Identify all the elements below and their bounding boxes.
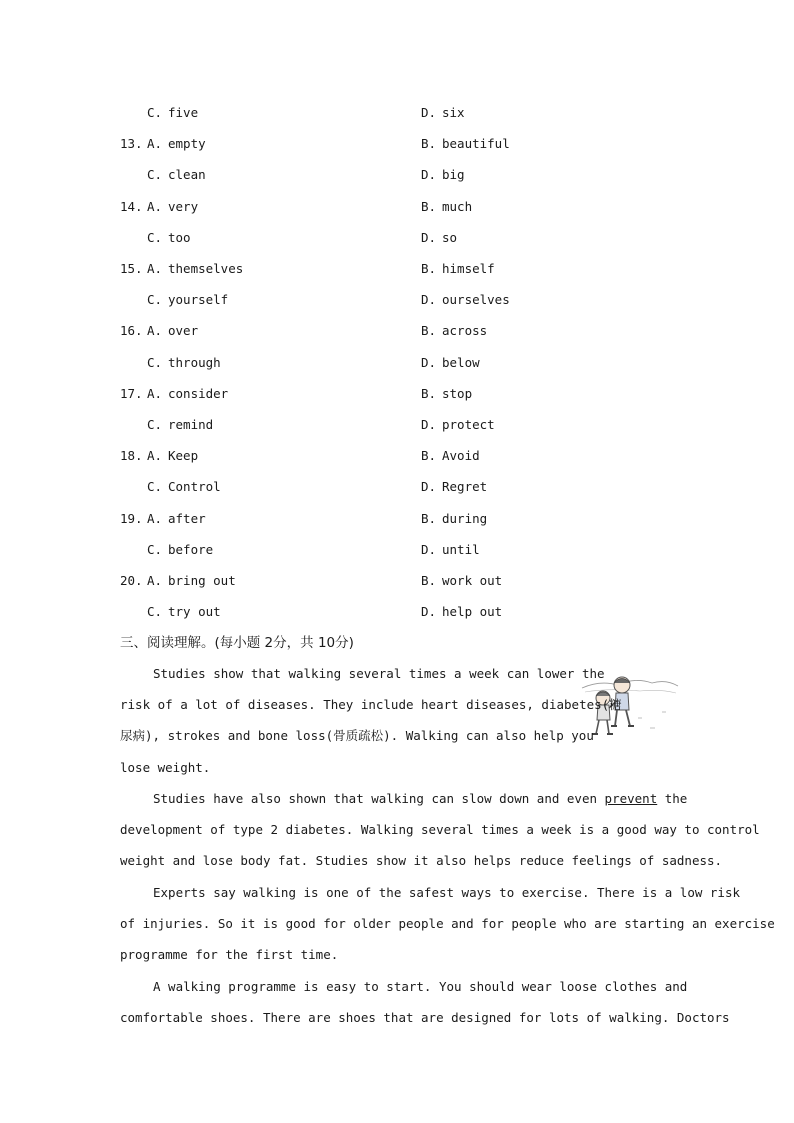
option-letter: D. <box>421 167 437 183</box>
option-text: try out <box>168 604 221 620</box>
option-right <box>421 602 502 622</box>
question-option-row <box>120 228 680 248</box>
option-text: after <box>168 510 206 526</box>
option-letter: D. <box>421 229 437 245</box>
option-letter: D. <box>421 417 437 432</box>
question-option-row <box>120 165 680 185</box>
option-letter: B. <box>421 136 437 152</box>
option-text: Control <box>168 479 221 495</box>
question-option-row <box>120 259 680 279</box>
option-text: below <box>442 354 480 370</box>
option-letter: C. <box>147 354 163 370</box>
option-letter: D. <box>421 479 437 495</box>
option-text: Keep <box>168 448 199 464</box>
option-text: help out <box>442 604 503 620</box>
option-text: clean <box>168 167 206 183</box>
option-text: through <box>168 354 221 370</box>
question-option-row <box>120 509 680 529</box>
option-left <box>147 509 206 529</box>
question-option-row <box>120 353 680 373</box>
option-right <box>421 571 502 591</box>
option-left <box>147 228 191 248</box>
passage-paragraph-1 <box>120 658 674 783</box>
option-letter: C. <box>147 417 163 432</box>
option-left <box>147 384 228 404</box>
section-heading: 三、阅读理解。(每小题 2分，共 10分) <box>120 635 354 651</box>
option-right <box>421 446 480 466</box>
option-right <box>421 165 465 185</box>
option-letter: A. <box>147 573 163 588</box>
option-text: ourselves <box>442 292 510 308</box>
option-text: himself <box>442 261 495 276</box>
option-letter: C. <box>147 541 163 557</box>
option-text: yourself <box>168 292 229 308</box>
passage-line: 尿病), strokes and bone loss(骨质疏松). Walking can also help you <box>120 728 594 744</box>
question-option-row <box>120 446 680 466</box>
question-option-row <box>120 134 680 154</box>
question-number: 17. <box>120 385 143 401</box>
option-letter: C. <box>147 105 163 120</box>
option-left <box>147 321 198 341</box>
option-right <box>421 321 487 341</box>
question-option-row <box>120 415 680 435</box>
option-left <box>147 477 221 497</box>
option-left <box>147 103 198 123</box>
option-letter: C. <box>147 167 163 183</box>
option-text: protect <box>442 417 495 432</box>
option-right <box>421 353 480 373</box>
option-letter: B. <box>421 323 437 339</box>
option-text: beautiful <box>442 136 510 152</box>
option-right <box>421 290 510 310</box>
passage-line: Studies show that walking several times a week can lower the <box>153 666 605 681</box>
passage-line: risk of a lot of diseases. They include heart diseases, diabetes(糖 <box>120 697 622 713</box>
option-letter: A. <box>147 510 163 526</box>
option-text: remind <box>168 417 214 432</box>
option-left <box>147 415 213 435</box>
option-left <box>147 259 243 279</box>
option-text: over <box>168 323 199 339</box>
option-letter: B. <box>421 448 437 464</box>
option-text: stop <box>442 385 473 401</box>
option-text: six <box>442 105 465 120</box>
option-text: so <box>442 229 458 245</box>
option-letter: A. <box>147 198 163 214</box>
option-letter: D. <box>421 354 437 370</box>
passage-line: weight and lose body fat. Studies show it also helps reduce feelings of sadness. <box>120 853 723 869</box>
option-letter: B. <box>421 385 437 401</box>
option-left <box>147 197 198 217</box>
question-option-row <box>120 321 680 341</box>
passage-paragraph-2 <box>120 783 760 877</box>
option-text: Regret <box>442 479 488 495</box>
question-option-row <box>120 602 680 622</box>
option-text: empty <box>168 136 206 152</box>
option-text: before <box>168 541 214 557</box>
question-number: 14. <box>120 198 143 214</box>
option-letter: C. <box>147 292 163 308</box>
option-letter: A. <box>147 448 163 464</box>
question-number: 19. <box>120 510 143 526</box>
question-option-row <box>120 477 680 497</box>
option-text: until <box>442 541 480 557</box>
question-number: 20. <box>120 573 143 588</box>
option-right <box>421 540 480 560</box>
option-left <box>147 290 228 310</box>
option-right <box>421 228 457 248</box>
option-text: across <box>442 323 488 339</box>
question-number: 18. <box>120 448 143 464</box>
option-text: too <box>168 229 191 245</box>
option-letter: C. <box>147 604 163 620</box>
option-letter: B. <box>421 573 437 588</box>
question-number: 16. <box>120 323 143 339</box>
passage-paragraph-3 <box>120 877 775 971</box>
option-text: very <box>168 198 199 214</box>
option-left <box>147 134 206 154</box>
option-right <box>421 415 495 435</box>
passage-line: Studies have also shown that walking can slow down and even prevent the <box>153 791 688 806</box>
option-left <box>147 353 221 373</box>
option-right <box>421 259 495 279</box>
question-option-row <box>120 197 680 217</box>
option-letter: D. <box>421 604 437 620</box>
option-letter: A. <box>147 385 163 401</box>
option-letter: A. <box>147 261 163 276</box>
option-letter: B. <box>421 510 437 526</box>
passage-line: programme for the first time. <box>120 947 339 963</box>
option-letter: B. <box>421 198 437 214</box>
question-option-row <box>120 571 680 591</box>
option-text: big <box>442 167 465 183</box>
option-letter: B. <box>421 261 437 276</box>
question-option-row <box>120 290 680 310</box>
option-left <box>147 446 198 466</box>
underlined-word: prevent <box>604 791 658 806</box>
option-letter: D. <box>421 292 437 308</box>
option-text: during <box>442 510 488 526</box>
passage-line: comfortable shoes. There are shoes that are designed for lots of walking. Doctors <box>120 1010 730 1026</box>
option-text: themselves <box>168 261 244 276</box>
option-left <box>147 571 236 591</box>
passage-line: A walking programme is easy to start. You should wear loose clothes and <box>153 979 688 994</box>
option-letter: C. <box>147 229 163 245</box>
question-option-row <box>120 540 680 560</box>
option-right <box>421 384 472 404</box>
passage-line: lose weight. <box>120 759 211 775</box>
option-text: much <box>442 198 473 214</box>
option-left <box>147 540 213 560</box>
option-text: five <box>168 105 199 120</box>
option-right <box>421 477 487 497</box>
option-letter: D. <box>421 541 437 557</box>
option-letter: D. <box>421 105 437 120</box>
option-right <box>421 197 472 217</box>
option-letter: A. <box>147 136 163 152</box>
option-right <box>421 509 487 529</box>
option-right <box>421 103 465 123</box>
option-letter: A. <box>147 323 163 339</box>
option-left <box>147 602 221 622</box>
question-number: 15. <box>120 261 143 276</box>
question-option-row <box>120 384 680 404</box>
option-text: Avoid <box>442 448 480 464</box>
question-number: 13. <box>120 136 143 152</box>
option-text: consider <box>168 385 229 401</box>
option-letter: C. <box>147 479 163 495</box>
passage-line: development of type 2 diabetes. Walking several times a week is a good way to control <box>120 822 760 838</box>
passage-line: Experts say walking is one of the safest ways to exercise. There is a low risk <box>153 885 740 900</box>
option-text: work out <box>442 573 503 588</box>
option-left <box>147 165 206 185</box>
option-text: bring out <box>168 573 236 588</box>
passage-paragraph-4 <box>120 971 730 1033</box>
question-option-row <box>120 103 680 123</box>
passage-line: of injuries. So it is good for older people and for people who are starting an exercise <box>120 916 775 932</box>
option-right <box>421 134 510 154</box>
